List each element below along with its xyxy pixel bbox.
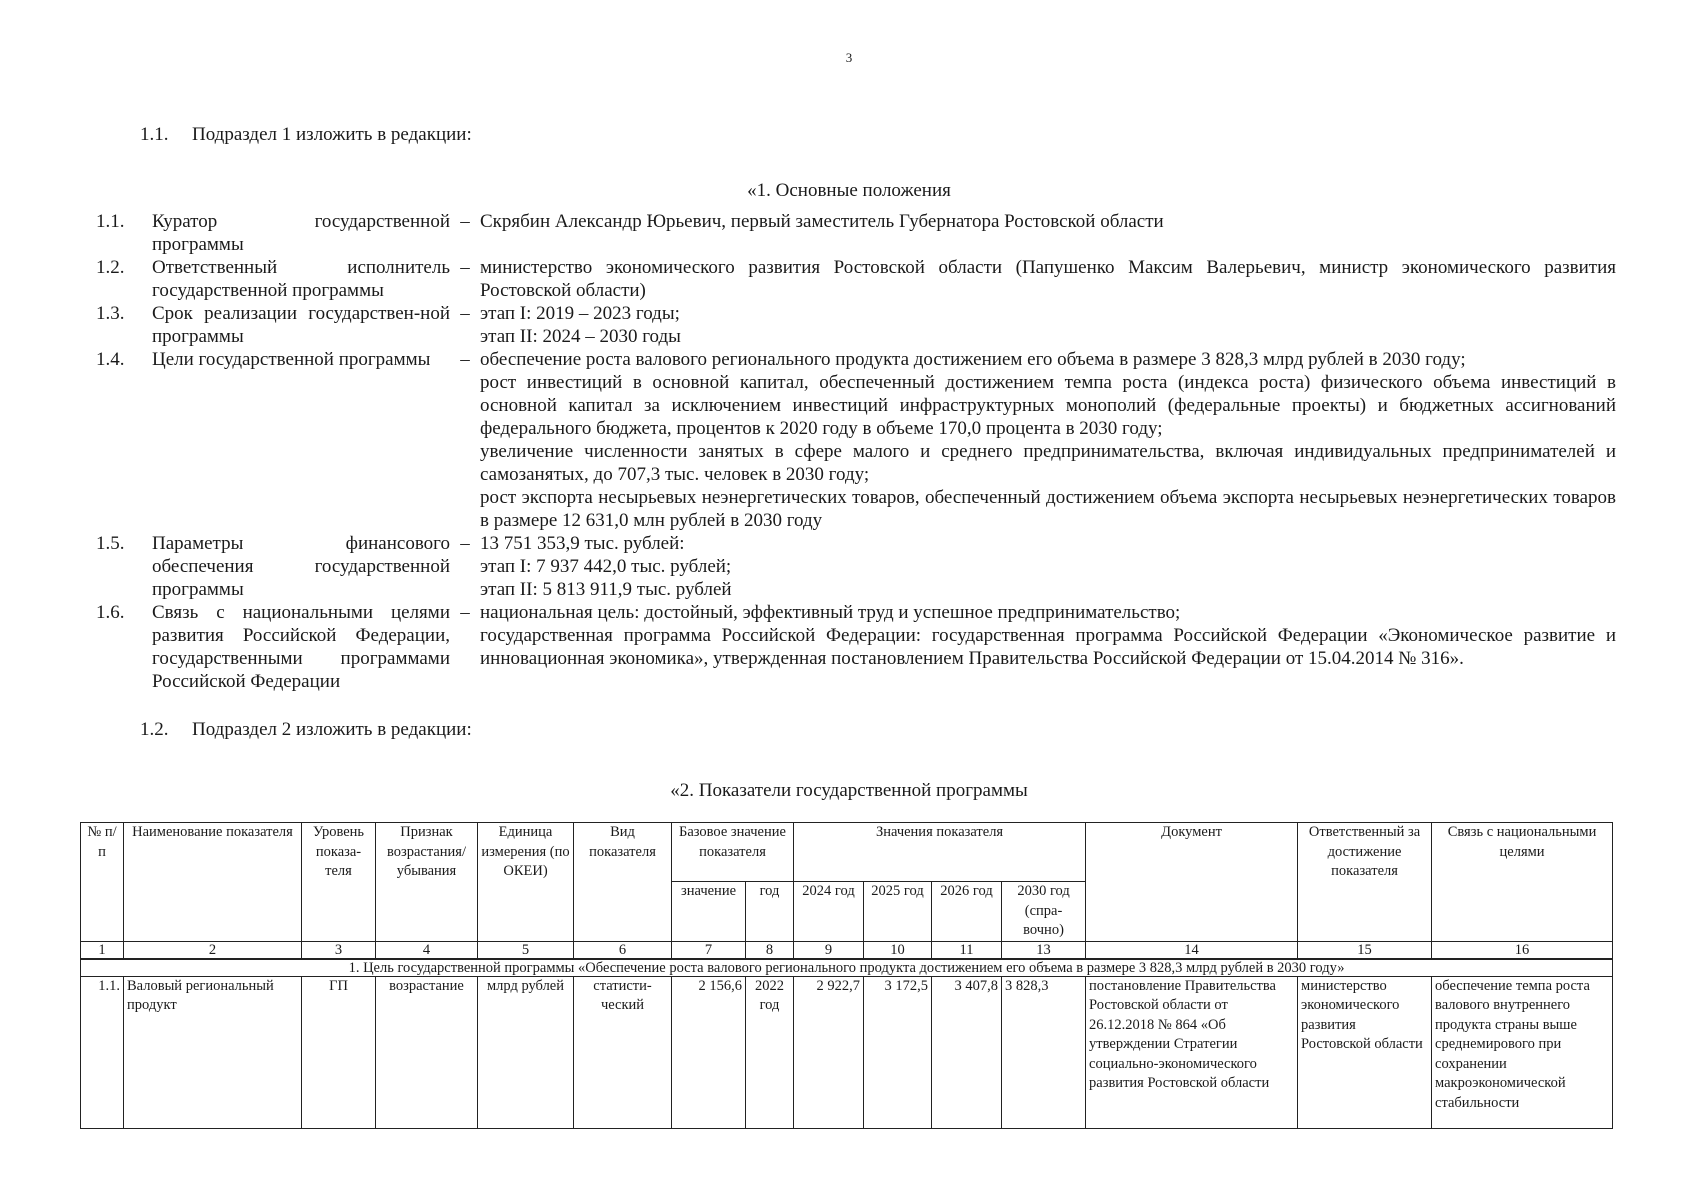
header-base: Базовое значение показателя — [672, 823, 794, 882]
main-provisions-list — [96, 210, 1616, 693]
subsection-2-number: 1.2. — [140, 719, 169, 740]
column-number: 14 — [1086, 941, 1298, 959]
provision-row — [96, 256, 1616, 302]
header-base-year: год — [746, 882, 794, 942]
header-name: Наименование показателя — [124, 823, 302, 942]
subsection-1-number: 1.1. — [140, 124, 169, 145]
section-1-title: «1. Основные положения — [747, 180, 951, 201]
provision-number: 1.3. — [96, 303, 125, 324]
provision-dash: – — [460, 303, 470, 324]
provision-value-line: этап I: 2019 – 2023 годы; — [480, 303, 680, 324]
row-base-value: 2 156,6 — [672, 976, 746, 1128]
provision-label: Ответственный исполнитель государственной программы — [152, 257, 450, 301]
provision-label: Связь с национальными целями развития Российской Федерации, государственными программами Российской Федерации — [152, 602, 450, 692]
row-unit: млрд рублей — [478, 976, 574, 1128]
provision-value — [480, 256, 1616, 302]
provision-dash: – — [460, 533, 470, 554]
provision-label: Цели государственной программы — [152, 349, 431, 370]
provision-value-line: рост инвестиций в основной капитал, обеспеченный достижением темпа роста (индекса роста) физического объема инвестиций в основной капитал за исключением инвестиций инфраструктурных монополий (федеральные проекты) и бюджетных ассигнований федерального бюджета, процентов к 2020 году в объеме 170,0 процента в 2030 году; — [480, 372, 1616, 439]
column-number: 5 — [478, 941, 574, 959]
page-number: 3 — [845, 50, 853, 65]
provision-number: 1.5. — [96, 533, 125, 554]
provision-value-line: этап I: 7 937 442,0 тыс. рублей; — [480, 556, 732, 577]
header-2025: 2025 год — [864, 882, 932, 942]
header-2024: 2024 год — [794, 882, 864, 942]
goal-row — [81, 959, 1613, 977]
row-document: постановление Правительства Ростовской области от 26.12.2018 № 864 «Об утверждении Стратегии социально-экономического развития Ростовской области — [1086, 976, 1298, 1128]
provision-dash: – — [460, 257, 470, 278]
header-trend: Признак возрастания/ убывания — [376, 823, 478, 942]
indicators-table — [80, 822, 1613, 1129]
column-number: 7 — [672, 941, 746, 959]
row-responsible: министерство экономического развития Ростовской области — [1298, 976, 1432, 1128]
table-row — [81, 976, 1613, 1128]
header-2030: 2030 год (спра-вочно) — [1002, 882, 1086, 942]
provision-number: 1.2. — [96, 257, 125, 278]
provision-dash: – — [460, 349, 470, 370]
row-value-2024: 2 922,7 — [794, 976, 864, 1128]
provision-row — [96, 601, 1616, 693]
provision-value-line: этап II: 2024 – 2030 годы — [480, 326, 681, 347]
provision-number: 1.1. — [96, 211, 125, 232]
column-number: 16 — [1432, 941, 1613, 959]
header-responsible: Ответственный за достижение показателя — [1298, 823, 1432, 942]
provision-row — [96, 348, 1616, 532]
subsection-2-heading — [140, 719, 472, 741]
provision-value-line: 13 751 353,9 тыс. рублей: — [480, 533, 685, 554]
goal-cell: 1. Цель государственной программы «Обеспечение роста валового регионального продукта достижением его объема в размере 3 828,3 млрд рублей в 2030 году» — [81, 959, 1613, 977]
row-kind: статисти-ческий — [574, 976, 672, 1128]
section-2-title: «2. Показатели государственной программы — [670, 780, 1028, 801]
header-document: Документ — [1086, 823, 1298, 942]
provision-row — [96, 532, 1616, 601]
table-header-row — [81, 823, 1613, 882]
column-number: 9 — [794, 941, 864, 959]
column-number: 8 — [746, 941, 794, 959]
header-kind: Вид показателя — [574, 823, 672, 942]
provision-number: 1.4. — [96, 349, 125, 370]
header-num: № п/п — [81, 823, 124, 942]
provision-value — [480, 302, 1616, 348]
column-number: 1 — [81, 941, 124, 959]
column-number: 13 — [1002, 941, 1086, 959]
row-base-year: 2022 год — [746, 976, 794, 1128]
header-2026: 2026 год — [932, 882, 1002, 942]
provision-label: Срок реализации государствен-ной программы — [152, 303, 450, 347]
provision-value-line: рост экспорта несырьевых неэнергетических товаров, обеспеченный достижением объема экспорта несырьевых неэнергетических товаров в размере 12 631,0 млн рублей в 2030 году — [480, 487, 1616, 531]
provision-value-line: обеспечение роста валового регионального продукта достижением его объема в размере 3 828,3 млрд рублей в 2030 году; — [480, 349, 1466, 370]
provision-value-line: национальная цель: достойный, эффективный труд и успешное предпринимательство; — [480, 602, 1181, 623]
row-value-2030: 3 828,3 — [1002, 976, 1086, 1128]
header-level: Уровень показа-теля — [302, 823, 376, 942]
provision-value — [480, 348, 1616, 532]
subsection-2-text: Подраздел 2 изложить в редакции: — [192, 719, 472, 740]
column-number: 15 — [1298, 941, 1432, 959]
header-link: Связь с национальными целями — [1432, 823, 1613, 942]
column-number: 11 — [932, 941, 1002, 959]
provision-value — [480, 532, 1616, 601]
column-numbers-row — [81, 941, 1613, 959]
provision-label: Куратор государственной программы — [152, 211, 450, 255]
provision-number: 1.6. — [96, 602, 125, 623]
column-number: 10 — [864, 941, 932, 959]
provision-value-line: государственная программа Российской Федерации: государственная программа Российской Федерации «Экономическое развитие и инновационная экономика», утвержденная постановлением Правительства Российской Федерации от 15.04.2014 № 316». — [480, 625, 1616, 669]
header-unit: Единица измерения (по ОКЕИ) — [478, 823, 574, 942]
row-num: 1.1. — [81, 976, 124, 1128]
provision-dash: – — [460, 211, 470, 232]
provision-value — [480, 601, 1616, 693]
provision-label: Параметры финансового обеспечения государственной программы — [152, 533, 450, 600]
column-number: 4 — [376, 941, 478, 959]
header-base-value: значение — [672, 882, 746, 942]
provision-value-line: Скрябин Александр Юрьевич, первый заместитель Губернатора Ростовской области — [480, 211, 1164, 232]
provision-value-line: министерство экономического развития Ростовской области (Папушенко Максим Валерьевич, министр экономического развития Ростовской области) — [480, 257, 1616, 301]
provision-value-line: увеличение численности занятых в сфере малого и среднего предпринимательства, включая индивидуальных предпринимателей и самозанятых, до 707,3 тыс. человек в 2030 году; — [480, 441, 1616, 485]
provision-value — [480, 210, 1616, 256]
row-value-2026: 3 407,8 — [932, 976, 1002, 1128]
row-name: Валовый региональный продукт — [124, 976, 302, 1128]
row-level: ГП — [302, 976, 376, 1128]
column-number: 2 — [124, 941, 302, 959]
column-number: 6 — [574, 941, 672, 959]
subsection-1-text: Подраздел 1 изложить в редакции: — [192, 124, 472, 145]
provision-dash: – — [460, 602, 470, 623]
row-trend: возрастание — [376, 976, 478, 1128]
subsection-1-heading — [140, 124, 472, 146]
column-number: 3 — [302, 941, 376, 959]
provision-row — [96, 302, 1616, 348]
header-values: Значения показателя — [794, 823, 1086, 882]
provision-value-line: этап II: 5 813 911,9 тыс. рублей — [480, 579, 732, 600]
row-link: обеспечение темпа роста валового внутреннего продукта страны выше среднемирового при сохранении макроэкономической стабильности — [1432, 976, 1613, 1128]
row-value-2025: 3 172,5 — [864, 976, 932, 1128]
provision-row — [96, 210, 1616, 256]
